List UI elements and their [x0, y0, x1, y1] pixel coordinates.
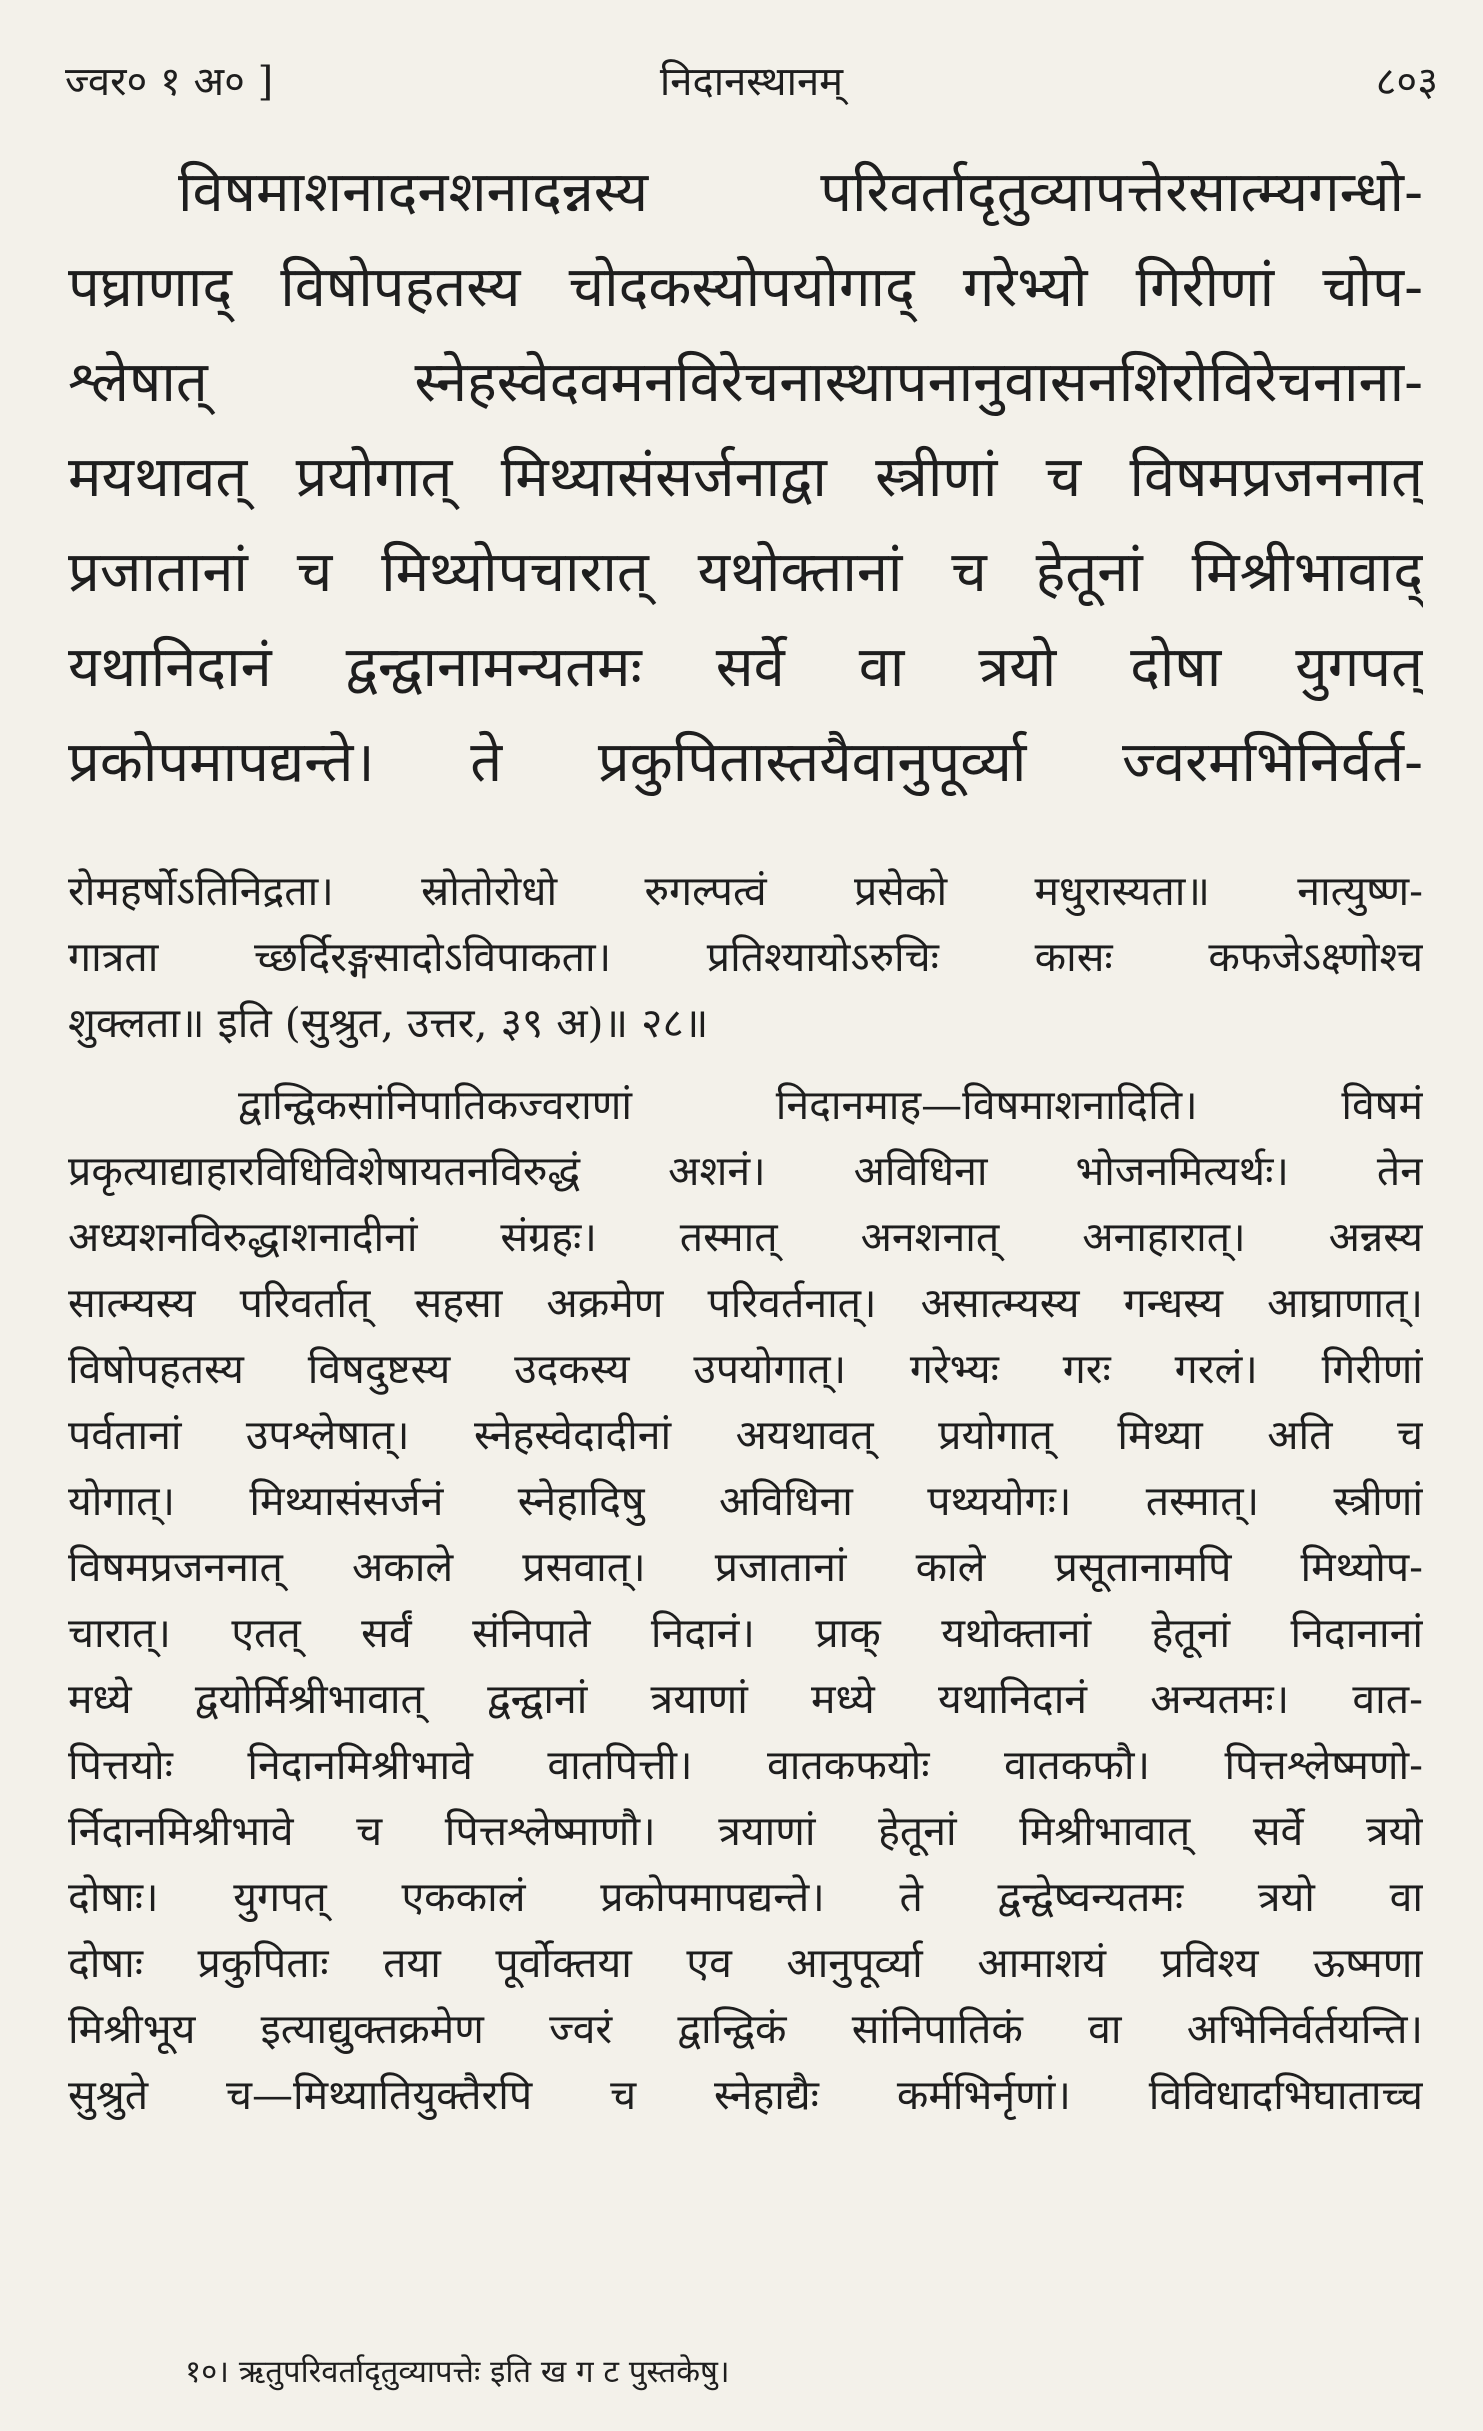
- commentary-line: र्निदानमिश्रीभावे च पित्तश्लेष्माणौ। त्रयाणां हेतूनां मिश्रीभावात् सर्वे त्रयो: [68, 1807, 1423, 1855]
- page-header: [65, 52, 1438, 122]
- commentary-line: अध्यशनविरुद्धाशनादीनां संग्रहः। तस्मात् अनशनात् अनाहारात्। अन्नस्य: [68, 1213, 1423, 1261]
- verse-line: प्रकोपमापद्यन्ते। ते प्रकुपितास्तयैवानुपूर्व्या ज्वरमभिनिर्वर्त-: [68, 730, 1423, 795]
- verse-line: विषमाशनादनशनादन्नस्य परिवर्तादृतुव्यापत्तेरसात्म्यगन्धो-: [178, 160, 1423, 225]
- verse-line: यथानिदानं द्वन्द्वानामन्यतमः सर्वे वा त्रयो दोषा युगपत्: [68, 635, 1423, 700]
- page-number: ८०३: [1375, 59, 1438, 105]
- commentary-block: [68, 858, 1423, 2128]
- commentary-line: मध्ये द्वयोर्मिश्रीभावात् द्वन्द्वानां त्रयाणां मध्ये यथानिदानं अन्यतमः। वात-: [68, 1675, 1423, 1723]
- footnote: १०। ऋतुपरिवर्तादृतुव्यापत्तेः इति ख ग ट पुस्तकेषु।: [185, 2354, 730, 2390]
- chapter-marker: ज्वर० १ अ० ]: [65, 59, 274, 105]
- commentary-line: मिश्रीभूय इत्याद्युक्तक्रमेण ज्वरं द्वान्द्विकं सांनिपातिकं वा अभिनिर्वर्तयन्ति।: [68, 2005, 1423, 2053]
- verse-line: मयथावत् प्रयोगात् मिथ्यासंसर्जनाद्वा स्त्रीणां च विषमप्रजननात्: [68, 445, 1423, 510]
- verse-text-block: [68, 145, 1423, 810]
- commentary-line: पित्तयोः निदानमिश्रीभावे वातपित्ती। वातकफयोः वातकफौ। पित्तश्लेष्मणो-: [68, 1741, 1423, 1789]
- running-title: निदानस्थानम्: [659, 59, 844, 105]
- commentary-line: प्रकृत्याद्याहारविधिविशेषायतनविरुद्धं अशनं। अविधिना भोजनमित्यर्थः। तेन: [68, 1147, 1423, 1195]
- commentary-line: चारात्। एतत् सर्वं संनिपाते निदानं। प्राक् यथोक्तानां हेतूनां निदानानां: [68, 1609, 1423, 1657]
- commentary-line: दोषाः। युगपत् एककालं प्रकोपमापद्यन्ते। ते द्वन्द्वेष्वन्यतमः त्रयो वा: [68, 1873, 1423, 1921]
- paragraph-gap: [68, 1056, 1423, 1072]
- commentary-line: विषोपहतस्य विषदुष्टस्य उदकस्य उपयोगात्। गरेभ्यः गरः गरलं। गिरीणां: [68, 1345, 1423, 1393]
- commentary-line: दोषाः प्रकुपिताः तया पूर्वोक्तया एव आनुपूर्व्या आमाशयं प्रविश्य ऊष्मणा: [68, 1939, 1423, 1987]
- verse-line: पघ्राणाद् विषोपहतस्य चोदकस्योपयोगाद् गरेभ्यो गिरीणां चोप-: [68, 255, 1423, 320]
- commentary-line: योगात्। मिथ्यासंसर्जनं स्नेहादिषु अविधिना पथ्ययोगः। तस्मात्। स्त्रीणां: [68, 1477, 1423, 1525]
- commentary-line: गात्रता च्छर्दिरङ्गसादोऽविपाकता। प्रतिश्यायोऽरुचिः कासः कफजेऽक्ष्णोश्च: [68, 933, 1423, 981]
- commentary-line: सात्म्यस्य परिवर्तात् सहसा अक्रमेण परिवर्तनात्। असात्म्यस्य गन्धस्य आघ्राणात्।: [68, 1279, 1423, 1327]
- verse-line: श्लेषात् स्नेहस्वेदवमनविरेचनास्थापनानुवासनशिरोविरेचनाना-: [68, 350, 1423, 415]
- commentary-line: रोमहर्षोऽतिनिद्रता। स्रोतोरोधो रुगल्पत्वं प्रसेको मधुरास्यता॥ नात्युष्ण-: [68, 867, 1423, 915]
- commentary-line: शुक्लता॥ इति (सुश्रुत, उत्तर, ३९ अ)॥ २८॥: [68, 999, 709, 1047]
- verse-line: प्रजातानां च मिथ्योपचारात् यथोक्तानां च हेतूनां मिश्रीभावाद्: [68, 540, 1423, 605]
- commentary-line: सुश्रुते च—मिथ्यातियुक्तैरपि च स्नेहाद्यैः कर्मभिर्नृणां। विविधादभिघाताच्च: [68, 2071, 1423, 2119]
- commentary-line: विषमप्रजननात् अकाले प्रसवात्। प्रजातानां काले प्रसूतानामपि मिथ्योप-: [68, 1543, 1423, 1591]
- commentary-line: पर्वतानां उपश्लेषात्। स्नेहस्वेदादीनां अयथावत् प्रयोगात् मिथ्या अति च: [68, 1411, 1423, 1459]
- commentary-line: द्वान्द्विकसांनिपातिकज्वराणां निदानमाह—विषमाशनादिति। विषमं: [238, 1081, 1423, 1129]
